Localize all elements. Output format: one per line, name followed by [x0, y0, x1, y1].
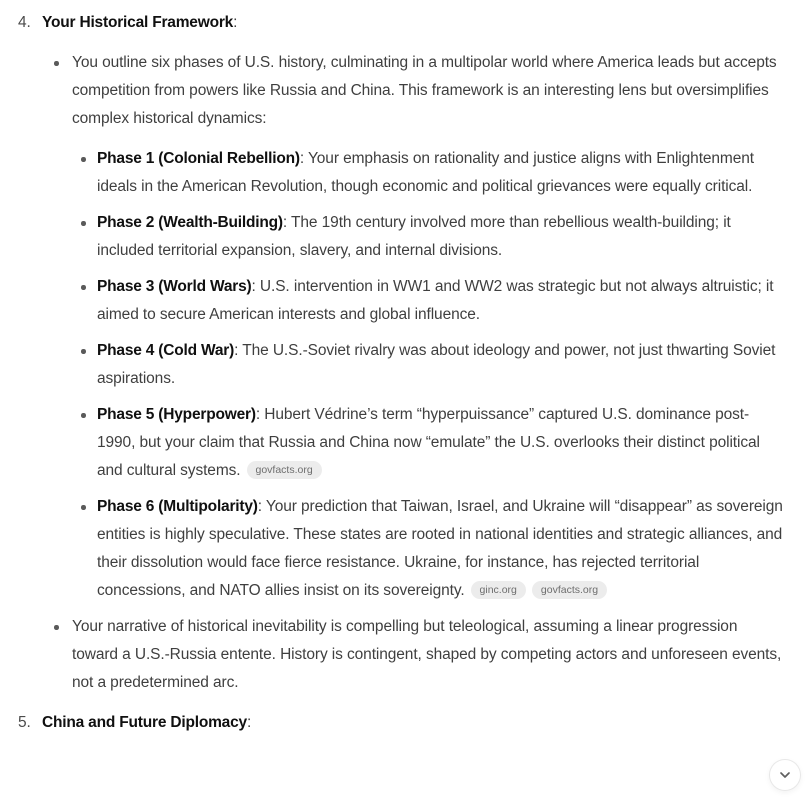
- phase-item-1: [18, 145, 783, 201]
- list-item-intro: [18, 49, 783, 133]
- phase-title: Phase 1 (Colonial Rebellion): [97, 150, 300, 167]
- numbered-item-4: [18, 9, 783, 37]
- phase-title: Phase 2 (Wealth-Building): [97, 214, 283, 231]
- bullet-dot-icon: [54, 625, 59, 630]
- phase-item-4: [18, 337, 783, 393]
- bullet-dot-icon: [81, 157, 86, 162]
- numbered-item-5: [18, 709, 783, 737]
- item-heading: [42, 9, 783, 37]
- phase-body: : The U.S.-Soviet rivalry was about ideology and power, not just thwarting Soviet aspirations.: [97, 342, 776, 387]
- phase-body: : The 19th century involved more than rebellious wealth-building; it included territorial expansion, slavery, and internal divisions.: [97, 214, 731, 259]
- intro-bullet-text: You outline six phases of U.S. history, culminating in a multipolar world where America leads but accepts competition from powers like Russia and China. This framework is an interesting lens but oversimplifies complex historical dynamics:: [72, 54, 777, 127]
- phase-item-2: [18, 209, 783, 265]
- item-number: 5.: [18, 714, 31, 731]
- scroll-to-bottom-button[interactable]: [769, 759, 801, 791]
- bullet-dot-icon: [81, 505, 86, 510]
- bullet-dot-icon: [81, 349, 86, 354]
- bullet-dot-icon: [81, 285, 86, 290]
- item-title: China and Future Diplomacy: [42, 714, 247, 731]
- phase-title: Phase 4 (Cold War): [97, 342, 235, 359]
- phase-item-5: [18, 401, 783, 485]
- phase-title: Phase 6 (Multipolarity): [97, 498, 258, 515]
- item-heading: [42, 709, 783, 737]
- phase-body: : Your prediction that Taiwan, Israel, and Ukraine will “disappear” as sovereign entities is highly speculative. These states are rooted in national identities and strategic alliances, and their dissolution would face fierce resistance. Ukraine, for instance, has rejected territorial concessions, and NATO allies insist on its sovereignty.: [97, 498, 783, 599]
- bullet-dot-icon: [81, 413, 86, 418]
- list-item-closing: [18, 613, 783, 697]
- phase-item-3: [18, 273, 783, 329]
- phase-body: : Your emphasis on rationality and justice aligns with Enlightenment ideals in the American Revolution, though economic and political grievances were equally critical.: [97, 150, 754, 195]
- closing-bullet-text: Your narrative of historical inevitability is compelling but teleological, assuming a linear progression toward a U.S.-Russia entente. History is contingent, shaped by competing actors and unforeseen events, not a predetermined arc.: [72, 618, 782, 691]
- phase-item-6: [18, 493, 783, 605]
- item-title-suffix: :: [233, 14, 238, 31]
- citation-pill[interactable]: ginc.org: [471, 581, 526, 599]
- phase-title: Phase 5 (Hyperpower): [97, 406, 256, 423]
- bullet-dot-icon: [81, 221, 86, 226]
- item-title-suffix: :: [246, 714, 252, 731]
- item-number: 4.: [18, 14, 31, 31]
- citation-pill[interactable]: govfacts.org: [532, 581, 607, 599]
- phase-body: : U.S. intervention in WW1 and WW2 was strategic but not always altruistic; it aimed to secure American interests and global influence.: [97, 278, 774, 323]
- chevron-down-icon: [777, 767, 793, 783]
- bullet-dot-icon: [54, 61, 59, 66]
- phase-body: : Hubert Védrine’s term “hyperpuissance” captured U.S. dominance post-1990, but your claim that Russia and China now “emulate” the U.S. overlooks their distinct political and cultural systems.: [97, 406, 760, 479]
- citation-pill[interactable]: govfacts.org: [247, 461, 322, 479]
- phase-title: Phase 3 (World Wars): [97, 278, 252, 295]
- phase-list: [18, 145, 783, 605]
- item-title: Your Historical Framework: [42, 14, 234, 31]
